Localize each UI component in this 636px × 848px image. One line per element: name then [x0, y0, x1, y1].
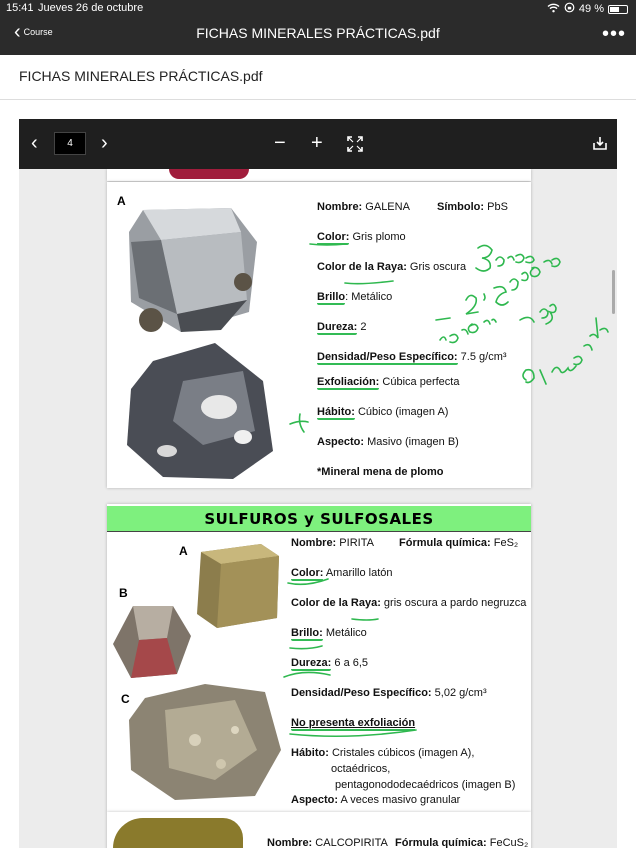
image-letter: B [119, 586, 128, 600]
aspecto-row: Aspecto: A veces masivo granular [291, 794, 461, 806]
fullscreen-icon[interactable] [347, 136, 363, 157]
exfoliacion-row: No presenta exfoliación [291, 717, 416, 729]
pdf-page-galena [107, 182, 531, 488]
divider [0, 99, 636, 100]
color-row: Color: Gris plomo [317, 231, 406, 243]
pdf-page-calcopirita [107, 812, 531, 848]
dureza-row: Dureza: 2 [317, 321, 367, 333]
habito-row-2: octaédricos, [331, 763, 391, 775]
mineral-image-fragment [169, 169, 249, 179]
brillo-row: Brillo: Metálico [317, 291, 393, 303]
pyrite-granular-image [125, 680, 283, 802]
densidad-row: Densidad/Peso Específico: 7.5 g/cm³ [317, 351, 507, 363]
zoom-in-button[interactable]: + [311, 132, 323, 154]
page-number-input[interactable]: 4 [54, 132, 86, 155]
brillo-row: Brillo: Metálico [291, 627, 367, 639]
battery-icon [608, 5, 628, 14]
scrollbar[interactable] [612, 270, 615, 314]
chalcopyrite-image [113, 818, 243, 848]
pdf-page-pirita [107, 504, 531, 812]
back-label: Course [23, 27, 53, 37]
next-page-button[interactable]: › [101, 132, 108, 154]
pdf-viewer[interactable] [19, 119, 617, 848]
wifi-icon [547, 3, 560, 16]
status-indicators [547, 2, 628, 16]
nombre-row: Nombre: PIRITA [291, 537, 374, 549]
battery-percent: 49 % [578, 3, 604, 15]
raya-row: Color de la Raya: Gris oscura [317, 261, 467, 273]
chevron-left-icon: ‹ [14, 21, 21, 43]
orientation-lock-icon [564, 2, 575, 16]
formula-row: Fórmula química: FeCuS₂ [395, 837, 529, 848]
galena-massive-image [123, 341, 275, 481]
nota-row: *Mineral mena de plomo [317, 466, 444, 478]
document-title: FICHAS MINERALES PRÁCTICAS.pdf [19, 68, 263, 84]
raya-row: Color de la Raya: gris oscura a pardo negruzca [291, 597, 527, 609]
exfoliacion-row: Exfoliación: Cúbica perfecta [317, 376, 460, 388]
nombre-row: Nombre: CALCOPIRITA [267, 837, 388, 848]
status-date: Jueves 26 de octubre [38, 2, 144, 14]
status-time: 15:41 [6, 2, 34, 14]
densidad-row: Densidad/Peso Específico: 5,02 g/cm³ [291, 687, 487, 699]
galena-crystal-image [121, 202, 261, 335]
top-bar [0, 0, 636, 55]
dureza-row: Dureza: 6 a 6,5 [291, 657, 369, 669]
image-letter: A [179, 544, 188, 558]
image-letter: C [121, 692, 130, 706]
section-banner: SULFUROS y SULFOSALES [107, 506, 531, 532]
image-letter: A [117, 194, 126, 208]
habito-row-3: pentagonododecaédricos (imagen B) [335, 779, 516, 791]
pyrite-cube-image [191, 542, 281, 630]
zoom-out-button[interactable]: − [274, 132, 286, 154]
formula-row: Fórmula química: FeS₂ [399, 537, 519, 549]
pdf-page-previous [107, 169, 531, 181]
nombre-row: Nombre: GALENA [317, 201, 410, 213]
more-options-button[interactable]: ••• [601, 23, 626, 45]
previous-page-button[interactable]: ‹ [31, 132, 38, 154]
aspecto-row: Aspecto: Masivo (imagen B) [317, 436, 459, 448]
color-row: Color: Amarillo latón [291, 567, 393, 579]
nav-title: FICHAS MINERALES PRÁCTICAS.pdf [196, 25, 440, 41]
simbolo-row: Símbolo: PbS [437, 201, 508, 213]
download-icon[interactable] [593, 136, 607, 155]
habito-row: Hábito: Cristales cúbicos (imagen A), [291, 747, 475, 759]
viewer-toolbar [19, 119, 617, 169]
pyrite-dodecahedron-image [111, 602, 193, 682]
habito-row: Hábito: Cúbico (imagen A) [317, 406, 449, 418]
